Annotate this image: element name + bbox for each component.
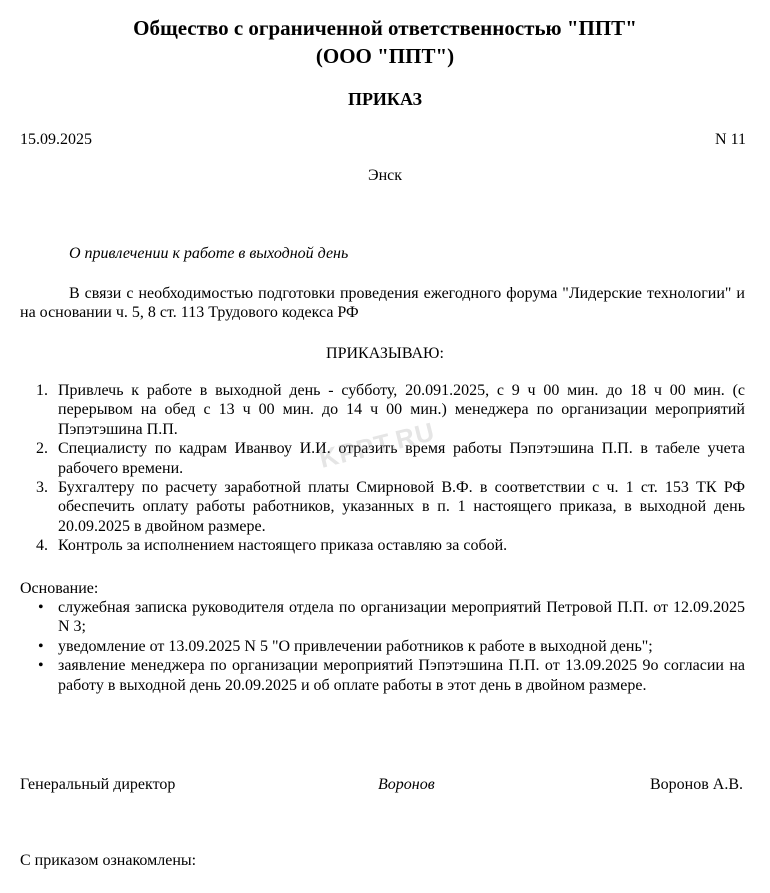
order-item-number: 1. xyxy=(36,382,48,399)
basis-item xyxy=(38,598,745,637)
order-item-text: Бухгалтеру по расчету заработной платы Смирновой В.Ф. в соответствии с ч. 1 ст. 153 ТК РФ обеспечить оплату работы работников, указанных в п. 1 настоящего приказа, в выходной день 20.09.2025 в двойном размере. xyxy=(58,479,745,535)
document-number: N 11 xyxy=(715,131,746,148)
basis-heading: Основание: xyxy=(20,580,99,597)
bullet-icon: • xyxy=(38,657,44,675)
basis-item xyxy=(38,637,745,656)
document-type: ПРИКАЗ xyxy=(347,89,423,109)
order-item-text: Контроль за исполнением настоящего приказа оставляю за собой. xyxy=(58,537,508,555)
signer-position: Генеральный директор xyxy=(20,776,176,793)
order-item-text: Специалисту по кадрам Иванвоу И.И. отразить время работы Пэпэтэшина П.П. в табеле учета рабочего времени. xyxy=(58,440,745,477)
basis-item xyxy=(38,656,745,695)
basis-list xyxy=(38,598,745,695)
order-item-number: 2. xyxy=(36,440,48,458)
order-item xyxy=(36,439,745,478)
order-item xyxy=(36,478,745,536)
acquaintance-line: С приказом ознакомлены: xyxy=(20,852,197,869)
order-list xyxy=(36,381,745,556)
basis-item-text: уведомление от 13.09.2025 N 5 "О привлечении работников к работе в выходной день"; xyxy=(58,637,653,655)
organization-name: Общество с ограниченной ответственностью "ППТ" xyxy=(133,16,637,40)
bullet-icon: • xyxy=(38,637,44,655)
intro-paragraph: В связи с необходимостью подготовки проведения ежегодного форума "Лидерские технологии" и на основании ч. 5, 8 ст. 113 Трудового кодекса РФ xyxy=(20,285,745,321)
organization-title xyxy=(0,14,770,70)
order-heading: ПРИКАЗЫВАЮ: xyxy=(326,345,444,362)
document-date: 15.09.2025 xyxy=(20,131,92,148)
signature: Воронов xyxy=(378,776,435,793)
order-item xyxy=(36,536,745,555)
document-subject: О привлечении к работе в выходной день xyxy=(69,245,349,262)
order-item-number: 4. xyxy=(36,537,48,555)
basis-item-text: заявление менеджера по организации мероприятий Пэпэтэшина П.П. от 13.09.2025 9о согласии на работу в выходной день 20.09.2025 и об оплате работы в этот день в двойном размере. xyxy=(58,657,745,694)
order-item-number: 3. xyxy=(36,479,48,497)
order-item xyxy=(36,381,745,439)
watermark: KPPT.RU xyxy=(316,416,439,474)
signer-name: Воронов А.В. xyxy=(649,776,743,793)
bullet-icon: • xyxy=(38,599,44,616)
order-item-text: Привлечь к работе в выходной день - субботу, 20.091.2025, с 9 ч 00 мин. до 18 ч 00 мин. (с перерывом на обед с 13 ч 00 мин. до 14 ч 00 мин.) менеджера по организации мероприятий Пэпэтэшина П.П. xyxy=(58,382,745,438)
organization-short-name: (ООО "ППТ") xyxy=(315,44,455,68)
basis-item-text: служебная записка руководителя отдела по организации мероприятий Петровой П.П. от 12.09.2025 N 3; xyxy=(58,599,745,636)
document-city: Энск xyxy=(368,167,402,184)
